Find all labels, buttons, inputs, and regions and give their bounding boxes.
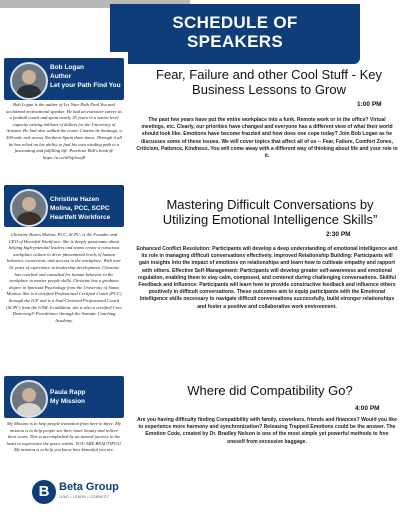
talk-description: The past few years have put the entire workplace into a funk. Remote work or in the office? Virtual meetings, etc. Clearly, our priorities have changed and everyone has a different view of what their world should look like. Emotions have become frazzled and how does one cope today? Join Bob Logan as he discusses some of these issues. We will cover topics that affect all of us -- Fear, Failure, Comfort Zones, Criticism, Patience, Kindness. You will come away with a different way of thinking about life and your role in it.: [136, 117, 398, 160]
talk-time: 2:30 PM: [326, 231, 351, 238]
schedule-header: [110, 4, 360, 64]
speaker-bio: My Mission is to help people transition from here to there. My mission is to help people see their inner beauty and relieve their scars. This is accomplished by an inward journey to the heart to experience the peace within. YOU ARE BEAUTIFUL! My mission is to help you know how beautiful you are.: [6, 421, 122, 453]
logo-name: Beta Group: [59, 481, 119, 493]
speaker-name: Paula Rapp: [50, 389, 86, 396]
header-line-1: SCHEDULE OF: [172, 13, 298, 32]
speaker-name-block: [50, 195, 122, 222]
talk-title: Where did Compatibility Go?: [187, 383, 353, 398]
talk-title: Fear, Failure and other Cool Stuff - Key Business Lessons to Grow: [156, 67, 382, 97]
speaker-name-block: [50, 388, 122, 406]
speaker-banner-paula-rapp: [4, 376, 124, 418]
speaker-banner-bob-logan: [4, 58, 124, 100]
speaker-photo-paula-rapp: [10, 380, 48, 418]
talk-time: 1:00 PM: [357, 101, 382, 108]
talk-title: Mastering Difficult Conversations by Utilizing Emotional Intelligence Skills”: [162, 197, 378, 227]
speaker-photo-christine-molina: [10, 189, 48, 227]
beta-group-logo: [32, 478, 132, 506]
speaker-photo-bob-logan: [10, 62, 48, 100]
speaker-banner-christine-molina: [4, 185, 124, 227]
speaker-name: Christine Hazen Molina, PCC, SCPC: [50, 196, 110, 212]
speaker-role: Heartfelt Workforce: [50, 214, 111, 221]
header-line-2: SPEAKERS: [187, 32, 283, 51]
talk-description: Are you having difficulty finding Compatibility with family, coworkers, friends and finances? Would you like to experience more harmony and synchronization? Releasing Trapped Emotions could be the answer. The Emotion Code, created by Dr. Bradley Nelson is one of the most simple yet powerful methods to free oneself from excessive baggage.: [137, 417, 397, 445]
speaker-bio: Bob Logan is the author of Let Your Path Find You and acclaimed motivational speaker. He had an extensive career as a football coach and spent nearly 30 years in a senior level capacity raising millions of dollars for the University of Arizona. He had also walked the iconic Camino de Santiago, a 500-mile trek across Northern Spain three times. Through it all he has relied on his ability to find his own winding path to a fascinating and fulfilling life. Purchase Bob's book @ https://a.co/d/0qrlwaf8: [6, 102, 122, 160]
speaker-org: Let your Path Find You: [50, 82, 121, 89]
speaker-name-block: [50, 63, 122, 90]
talk-time: 4:00 PM: [355, 405, 380, 412]
talk-description: Enhanced Conflict Resolution: Participants will develop a deep understanding of emotional intelligence and its role in managing difficult conversations effectively. Improved Relationship Building: Participants will gain insights into the impact of emotions on relationships and learn how to cultivate empathy and rapport with others. Effective Self-Management: Participants will develop greater self-awareness and emotional regulation, enabling them to stay calm, composed, and centered during challenging conversations. Skillful Feedback and Influence: Participants will learn how to provide constructive feedback and influence others positively in difficult conversations. These outcomes aim to equip participants with the Emotional Intelligence skills necessary to navigate difficult conversations successfully, build stronger relationships and foster a positive and collaborative work environment.: [136, 246, 398, 310]
speaker-bio: Christine Hazen Molina, PCC, SCPC, is the Founder and CEO of Heartfelt Workforce. She is deeply passionate about helping high-potential leaders and teams create a conscious workplace culture to drive phenomenal levels of human behavior, connection, and success in the workplace. With over 16 years of experience in leadership development, Christine has coached and consulted for human behavior in the workplace to master people skills. Christine has a graduate degree in Spiritual Psychology from the University of Santa Monica. She is a certified Professional Certified Coach (PCC) through the ICF and is a Soul-Centered Professional Coach (SCPC) from the USM. In addition, she is also a certified Core Dentering® Practitioner through the Somatic Coaching Academy.: [6, 232, 122, 323]
speaker-role: My Mission: [50, 398, 86, 405]
speaker-name: Bob Logan: [50, 64, 84, 71]
speaker-role: Author: [50, 73, 72, 80]
logo-tagline: LEAD • LEARN • CONNECT: [59, 495, 110, 499]
beta-logo-icon: B: [32, 480, 56, 504]
